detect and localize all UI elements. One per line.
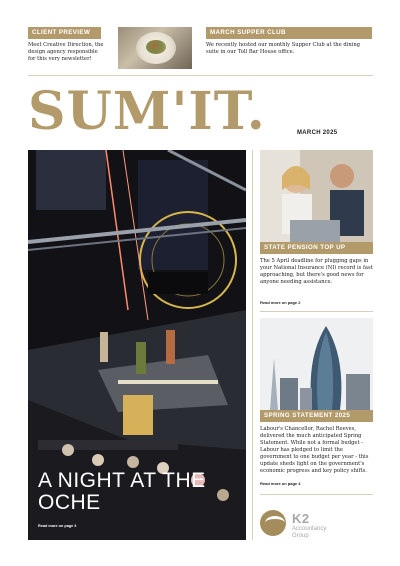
pension-tag: STATE PENSION TOP UP	[260, 242, 373, 254]
client-preview-tag: CLIENT PREVIEW	[28, 27, 101, 39]
hero-title-line2: OCHE	[38, 491, 101, 514]
supper-club-photo	[118, 27, 192, 69]
hero-read-more[interactable]: Read more on page 3	[38, 524, 77, 528]
right-divider-2	[260, 494, 373, 495]
supper-club-tag: MARCH SUPPER CLUB	[206, 27, 372, 39]
logo-subtitle	[292, 526, 326, 540]
top-divider	[28, 75, 373, 76]
pension-read-more[interactable]: Read more on page 2	[260, 300, 301, 305]
pension-photo	[260, 150, 373, 242]
right-divider	[260, 311, 373, 312]
food-image	[146, 40, 166, 54]
column-divider	[252, 150, 253, 540]
couple-at-laptop-illustration	[260, 150, 373, 242]
masthead-title: SUM'IT.	[28, 81, 266, 142]
pension-text: The 5 April deadline for plugging gaps in your National Insurance (NI) record is fast approaching, but there's good news for anyone needing assistance.	[260, 258, 373, 285]
hero-title	[38, 470, 206, 514]
city-skyline-illustration	[260, 318, 373, 410]
logo-line2: Group	[292, 533, 309, 539]
hero-photo	[28, 150, 246, 540]
supper-club-text: We recently hosted our monthly Supper Club at the dining suite in our Toll Bar House office.	[206, 42, 360, 55]
spring-photo	[260, 318, 373, 410]
spring-tag: SPRING STATEMENT 2025	[260, 410, 373, 422]
client-preview-text: Meet Creative Direction, the design agency responsible for this very newsletter!	[28, 42, 104, 62]
logo-line1: Accountancy	[292, 526, 327, 532]
issue-date: MARCH 2025	[297, 130, 338, 136]
hero-title-line1: A NIGHT AT THE	[38, 469, 206, 492]
logo-name: K2	[292, 511, 310, 526]
k2-logo-icon	[260, 510, 286, 536]
spring-read-more[interactable]: Read more on page 4	[260, 481, 301, 486]
spring-text: Labour's Chancellor, Rachel Reeves, delivered the much anticipated Spring Statement. While not a formal budget - Labour has pledged to limit the government to one budget per year - this update sheds light on the government's economic progress and key policy shifts.	[260, 426, 369, 474]
